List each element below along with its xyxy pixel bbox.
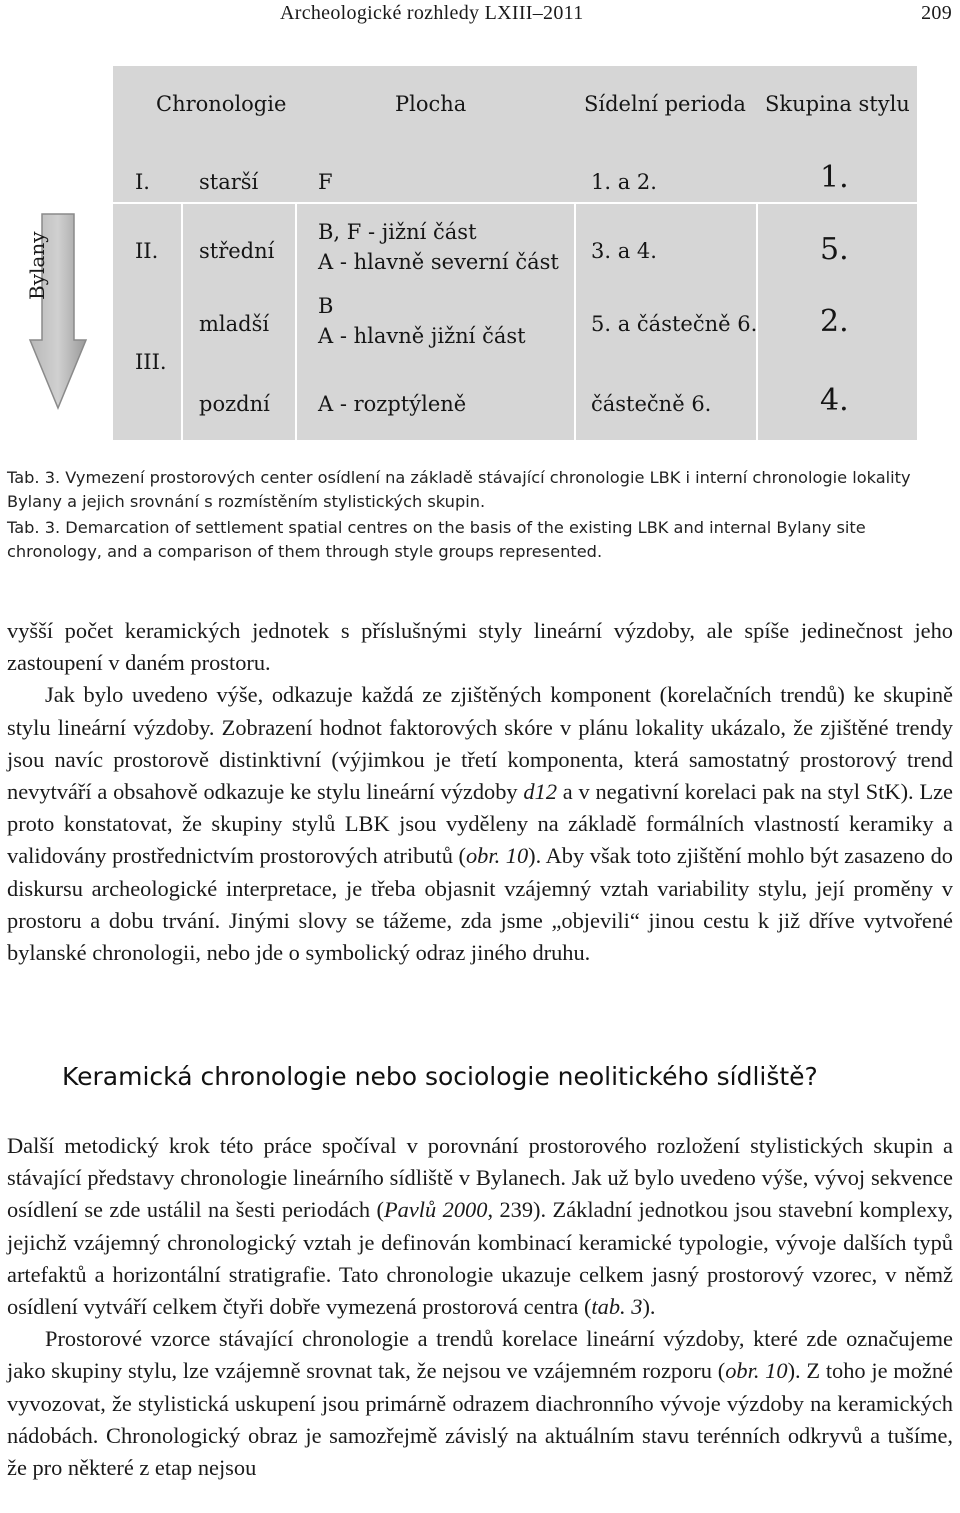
column-divider [574,204,576,440]
column-divider [295,204,297,440]
chronology-table-figure [113,66,917,440]
plocha-cell: B [318,294,334,318]
plocha-cell: A - rozptýleně [318,392,467,416]
col-header-skupina-stylu: Skupina stylu [765,92,910,116]
plocha-cell: A - hlavně severní část [318,250,559,274]
text-run: Prostorové vzorce stávající chronologie a trendů korelace lineární výzdoby, které zde označujeme jako skupiny stylu, lze vzájemně srovnat tak, že nejsou ve vzájemném rozporu ( [7,1326,953,1384]
table-reference: tab. 3 [591,1294,643,1320]
plocha-cell: A - hlavně jižní část [318,324,526,348]
column-divider [181,204,183,440]
body-text-block [7,615,953,969]
figure-reference: obr. 10 [725,1358,788,1384]
perioda-cell: 1. a 2. [591,170,657,194]
running-header [0,2,960,26]
italic-text: d12 [523,779,558,805]
style-group-number: 1. [820,160,849,195]
style-group-number: 2. [820,304,849,339]
col-header-sidelni-perioda: Sídelní perioda [584,92,746,116]
table-caption-en: Tab. 3. Demarcation of settlement spatial centres on the basis of the existing LBK and internal Bylany site chronology, and a comparison of them through style groups represented. [7,518,866,561]
plocha-cell: F [318,170,333,194]
text-run: Jak bylo uvedeno výše, odkazuje každá ze zjištěných komponent (korelačních trendů) ke skupině stylu lineární výzdoby. Zobrazení hodnot faktorových skóre v plánu lokality ukázalo, že zjištěné trendy jsou navíc prostorově distinktivní (výjimkou je třetí komponenta, která samostatný prostorový trend nevytváří a obsahově odkazuje ke stylu lineární výzdoby [7,682,953,805]
style-group-number: 5. [820,232,849,267]
col-header-chronologie: Chronologie [156,92,287,116]
figure-reference: obr. 10 [465,843,529,869]
text-run: ). [642,1294,656,1320]
phase-label: III. [135,350,167,374]
plocha-cell: B, F - jižní část [318,220,477,244]
paragraph [7,1130,953,1323]
text-run: ). Aby však toto zjištění mohlo být zasazeno do diskursu archeologické interpretace, je třeba objasnit vzájemný vztah variability stylu, její proměny v prostoru a dobu trvání. Jinými slovy se tážeme, zda jsme „objevili“ jinou cestu k již dříve vytvořené bylanské chronologii, nebo jde o symbolický odraz jiného druhu. [7,843,953,966]
sub-phase: pozdní [199,392,270,416]
bylany-axis-label: Bylany [25,231,49,300]
text-run: Další metodický krok této práce spočíval v porovnání prostorového rozložení stylistických skupin a stávající představy chronologie lineárního sídliště v Bylanech. Jak už bylo uvedeno výše, vývoj sekvence osídlení se zde ustálil na šesti periodách ( [7,1133,953,1223]
paragraph [7,679,953,969]
perioda-cell: 5. a částečně 6. [591,312,758,336]
perioda-cell: 3. a 4. [591,239,657,263]
journal-title: Archeologické rozhledy LXIII–2011 [280,2,584,24]
paragraph: vyšší počet keramických jednotek s příslušnými styly lineární výzdoby, ale spíše jedinečnost jeho zastoupení v daném prostoru. [7,618,953,676]
header-separator [113,202,917,204]
style-group-number: 4. [820,383,849,418]
sub-phase: starší [199,170,259,194]
text-run: ). Z toho je možné vyvozovat, že stylistická uskupení jsou primárně odrazem diachronního vývoje výzdoby na keramických nádobách. Chronologický obraz je samozřejmě závislý na aktuálním stavu terénních odkryvů a tušíme, že pro některé z etap nejsou [7,1358,953,1481]
perioda-cell: částečně 6. [591,392,712,416]
col-header-plocha: Plocha [395,92,467,116]
phase-label: II. [135,239,159,263]
body-text-block [7,1130,953,1484]
text-run: , 239). Základní jednotkou jsou stavební komplexy, jejichž vzájemný chronologický vztah je definován kombinací keramické typologie, vývoje dalších typů artefaktů a horizontální stratigrafie. Tato chronologie ukazuje celkem jasný prostorový vzorec, v němž osídlení vytváří celkem čtyři dobře vymezená prostorová centra ( [7,1197,953,1320]
phase-label: I. [135,170,150,194]
sub-phase: střední [199,239,275,263]
table-caption-cz: Tab. 3. Vymezení prostorových center osídlení na základě stávající chronologie LBK i interní chronologie lokality Bylany a jejich srovnání s rozmístěním stylistických skupin. [7,468,911,511]
citation: Pavlů 2000 [384,1197,488,1223]
paragraph [7,1323,953,1484]
page-number: 209 [921,2,952,24]
section-heading: Keramická chronologie nebo sociologie neolitického sídliště? [62,1062,818,1091]
text-run: a v negativní korelaci pak na styl StK). Lze proto konstatovat, že skupiny stylů LBK jsou vyděleny na základě formálních vlastností keramiky a validovány prostřednictvím prostorových atributů ( [7,779,953,869]
sub-phase: mladší [199,312,270,336]
